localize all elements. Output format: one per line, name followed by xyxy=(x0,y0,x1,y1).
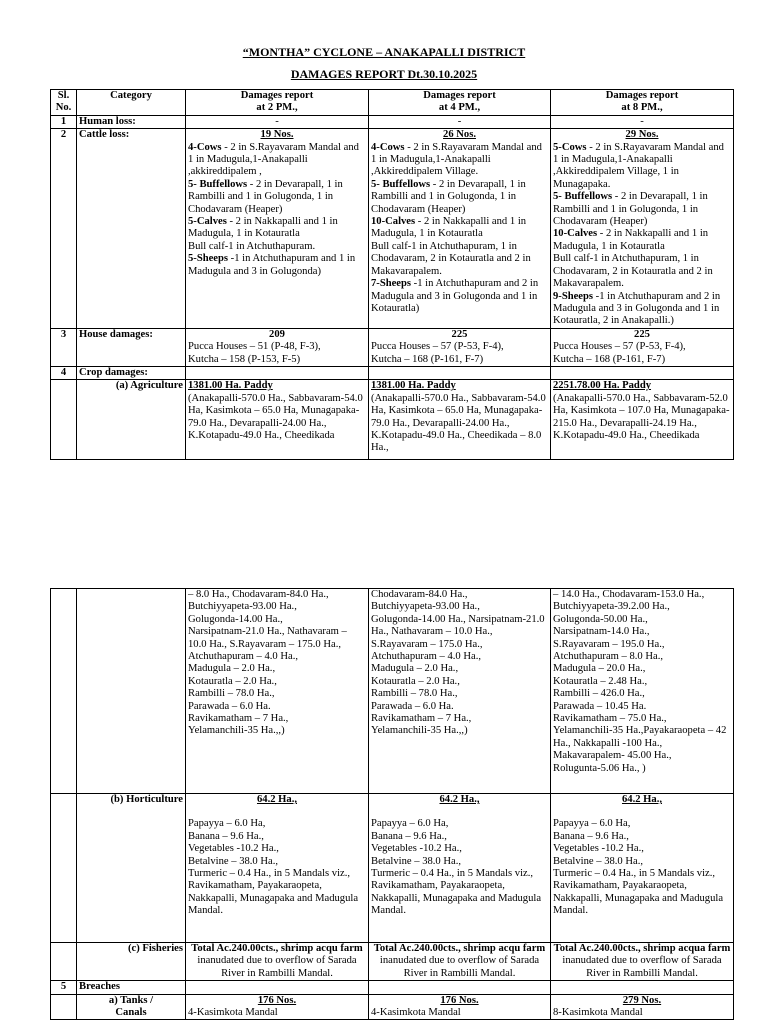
cell-8pm xyxy=(551,943,734,981)
col-header-category: Category xyxy=(77,90,186,116)
cell-4pm: - xyxy=(369,115,551,128)
list-item-text: - 2 in Devarapall, 1 in Rambilli and 1 in Golugonda, 1 in Chodavaram (Heaper) xyxy=(553,191,708,228)
cell-detail: Pucca Houses – 57 (P-53, F-4), Kutcha – 168 (P-161, F-7) xyxy=(371,341,504,365)
row-category: Breaches xyxy=(77,981,186,994)
table-row-tanks-canals xyxy=(51,994,734,1020)
row-category: Human loss: xyxy=(77,115,186,128)
cell-4pm xyxy=(369,328,551,366)
cell-8pm: – 14.0 Ha., Chodavaram-153.0 Ha., Butchiyyapeta-39.2.00 Ha., Golugonda-50.00 Ha., Narsipatnam-14.0 Ha., S.Rayavaram – 195.0 Ha., Atchuthapuram – 8.0 Ha., Madugula – 20.0 Ha., Kotauratla – 2.48 Ha., Rambilli – 426.0 Ha., Parawada – 10.45 Ha. Ravikamatham – 75.0 Ha., Yelamanchili-35 Ha.,Payakaraopeta – 42 Ha., Nakkapalli -100 Ha., Makavarapalem- 45.00 Ha., Rolugunta-5.06 Ha., ) xyxy=(551,589,734,794)
col-header-sl: Sl. No. xyxy=(51,90,77,116)
row-category: (c) Fisheries xyxy=(77,943,186,981)
cell-detail: 4-Kasimkota Mandal xyxy=(188,1007,278,1019)
cell-2pm xyxy=(186,794,369,943)
cell-total: 176 Nos. xyxy=(257,994,297,1006)
list-item-text: Bull calf-1 in Atchuthapuram. xyxy=(188,240,316,252)
report-subtitle: DAMAGES REPORT Dt.30.10.2025 xyxy=(290,67,478,81)
row-number: 5 xyxy=(51,981,77,994)
list-item xyxy=(188,241,366,253)
damages-table-part-1 xyxy=(50,89,734,460)
list-item-count: 4-Cows xyxy=(188,141,222,153)
row-number: 2 xyxy=(51,129,77,329)
list-item-text: -1 in Atchuthapuram and 1 in Madugula and 3 in Golugonda) xyxy=(188,253,356,277)
table-row-horticulture xyxy=(51,794,734,943)
cell-total: 176 Nos. xyxy=(440,994,479,1006)
cell-total: 29 Nos. xyxy=(625,129,659,141)
row-number: 4 xyxy=(51,366,77,379)
table-row-house-damages xyxy=(51,328,734,366)
list-item-text: - 2 in Devarapall, 1 in Rambilli and 1 in Golugonda, 1 in Chodavaram (Heaper) xyxy=(371,178,526,215)
cell-total: 64.2 Ha., xyxy=(439,794,480,805)
cell-total: Total Ac.240.00cts., shrimp acqu farm xyxy=(191,943,363,954)
table-row-crop-damages xyxy=(51,366,734,379)
list-item-count: 9-Sheeps xyxy=(553,290,594,302)
cell-8pm xyxy=(551,328,734,366)
list-item xyxy=(371,142,548,179)
cell-detail: 8-Kasimkota Mandal xyxy=(553,1007,643,1019)
cell-2pm: – 8.0 Ha., Chodavaram-84.0 Ha., Butchiyyapeta-93.00 Ha., Golugonda-14.00 Ha., Narsipatnam-21.0 Ha., Nathavaram – 10.0 Ha., S.Rayavaram – 175.0 Ha., Atchuthapuram – 4.0 Ha., Madugula – 2.0 Ha., Kotauratla – 2.0 Ha., Rambilli – 78.0 Ha., Parawada – 6.0 Ha. Ravikamatham – 7 Ha., Yelamanchili-35 Ha.,,) xyxy=(186,589,369,794)
cell-8pm xyxy=(551,129,734,329)
cell-detail: Pucca Houses – 57 (P-53, F-4), Kutcha – 168 (P-161, F-7) xyxy=(553,341,686,365)
cell-2pm xyxy=(186,943,369,981)
cell-total: 279 Nos. xyxy=(622,994,662,1006)
report-title: “MONTHA” CYCLONE – ANAKAPALLI DISTRICT xyxy=(242,45,526,59)
table-row-fisheries xyxy=(51,943,734,981)
cell-2pm: - xyxy=(186,115,369,128)
table-row-agriculture xyxy=(51,380,734,460)
cell-4pm xyxy=(369,129,551,329)
cell-total: 1381.00 Ha. Paddy xyxy=(371,380,456,392)
cell-detail: Papayya – 6.0 Ha, Banana – 9.6 Ha., Vegetables -10.2 Ha., Betalvine – 38.0 Ha., Turmeric – 0.4 Ha., in 5 Mandals viz., Ravikamatham, Payakaraopeta, Nakkapalli, Munagapaka and Madugula Mandal. xyxy=(553,818,724,917)
col-header-8pm: Damages report at 8 PM., xyxy=(551,90,734,116)
cell-4pm: Chodavaram-84.0 Ha., Butchiyyapeta-93.00 Ha., Golugonda-14.00 Ha., Narsipatnam-21.0 Ha., Nathavaram – 10.0 Ha., S.Rayavaram – 175.0 Ha., Atchuthapuram – 4.0 Ha., Madugula – 2.0 Ha., Kotauratla – 2.0 Ha., Rambilli – 78.0 Ha., Parawada – 6.0 Ha. Ravikamatham – 7 Ha., Yelamanchili-35 Ha.,,) xyxy=(369,589,551,794)
cell-detail: Papayya – 6.0 Ha, Banana – 9.6 Ha., Vegetables -10.2 Ha., Betalvine – 38.0 Ha., Turmeric – 0.4 Ha., in 5 Mandals viz., Ravikamatham, Payakaraopeta, Nakkapalli, Munagapaka and Madugula Mandal. xyxy=(188,818,359,917)
row-category: a) Tanks / Canals xyxy=(77,994,186,1020)
cattle-list xyxy=(553,142,731,328)
list-item-count: 4-Cows xyxy=(371,141,405,153)
cell-4pm xyxy=(369,380,551,460)
row-category: Crop damages: xyxy=(77,366,186,379)
cell-total: 64.2 Ha., xyxy=(256,794,298,805)
list-item-text: - 2 in S.Rayavaram Mandal and 1 in Madugula,1-Anakapalli ,Akkireddipalem Village. xyxy=(371,141,542,178)
list-item-count: 5-Cows xyxy=(553,141,587,153)
cell-total: 2251.78.00 Ha. Paddy xyxy=(553,380,652,392)
list-item xyxy=(188,216,366,241)
cell-8pm xyxy=(551,794,734,943)
list-item xyxy=(188,253,366,278)
cell-total: 209 xyxy=(269,328,285,340)
cell-total: 1381.00 Ha. Paddy xyxy=(188,380,273,392)
list-item xyxy=(553,228,731,253)
list-item-count: 5-Sheeps xyxy=(188,253,229,265)
table-row-cattle-loss xyxy=(51,129,734,329)
list-item-text: - 2 in Devarapall, 1 in Rambilli and 1 in Golugonda, 1 in Chodavaram (Heaper) xyxy=(188,178,343,215)
cell-total: Total Ac.240.00cts., shrimp acqua farm xyxy=(553,943,731,954)
cell-detail: inanudated due to overflow of Sarada River in Rambilli Mandal. xyxy=(197,955,357,979)
cell-detail: 4-Kasimkota Mandal xyxy=(371,1007,461,1019)
cell-detail: (Anakapalli-570.0 Ha., Sabbavaram-52.0 Ha, Kasimkota – 107.0 Ha, Munagapaka-215.0 Ha., Devarapalli-24.19 Ha., K.Kotapadu-49.0 Ha., Cheedikada xyxy=(553,392,730,441)
list-item-text: - 2 in Nakkapalli and 1 in Madugula, 1 in Kotauratla xyxy=(371,216,527,240)
cell-4pm xyxy=(369,943,551,981)
list-item xyxy=(553,191,731,228)
row-category: Cattle loss: xyxy=(77,129,186,329)
col-header-2pm: Damages report at 2 PM., xyxy=(186,90,369,116)
cell-8pm: - xyxy=(551,115,734,128)
list-item xyxy=(371,241,548,278)
list-item-count: 5-Calves xyxy=(188,216,227,228)
list-item xyxy=(371,278,548,315)
cell-8pm xyxy=(551,994,734,1020)
row-category: (b) Horticulture xyxy=(77,794,186,943)
list-item-count: 7-Sheeps xyxy=(371,278,412,290)
list-item-text: - 2 in Nakkapalli and 1 in Madugula, 1 in Kotauratla xyxy=(553,228,709,252)
cell-detail: (Anakapalli-570.0 Ha., Sabbavaram-54.0 Ha, Kasimkota – 65.0 Ha, Munagapaka-79.0 Ha., Devarapalli-24.00 Ha., K.Kotapadu-49.0 Ha., Cheedikada – 8.0 Ha., xyxy=(371,392,546,454)
cell-2pm xyxy=(186,328,369,366)
cell-4pm xyxy=(369,994,551,1020)
cell-total: 225 xyxy=(634,328,650,340)
cell-detail: inanudated due to overflow of Sarada River in Rambilli Mandal. xyxy=(562,955,722,979)
list-item-text: Bull calf-1 in Atchuthapuram, 1 in Chodavaram, 2 in Kotauratla and 2 in Makavarapalem. xyxy=(371,240,531,277)
list-item xyxy=(553,142,731,192)
list-item-text: -1 in Atchuthapuram and 2 in Madugula and 3 in Golugonda and 1 in Kotauratla, 2 in Anakapalli.) xyxy=(553,290,721,327)
list-item xyxy=(371,179,548,216)
table-row-human-loss xyxy=(51,115,734,128)
cell-total: 225 xyxy=(451,328,468,340)
cell-2pm xyxy=(186,380,369,460)
cell-2pm xyxy=(186,994,369,1020)
list-item-text: -1 in Atchuthapuram and 2 in Madugula and 3 in Golugonda and 1 in Kotauratla) xyxy=(371,278,539,314)
cell-detail: inanudated due to overflow of Sarada River in Rambilli Mandal. xyxy=(379,955,540,979)
list-item xyxy=(188,179,366,216)
list-item xyxy=(553,253,731,290)
row-category: (a) Agriculture xyxy=(77,380,186,460)
cell-detail: Papayya – 6.0 Ha, Banana – 9.6 Ha., Vegetables -10.2 Ha., Betalvine – 38.0 Ha., Turmeric – 0.4 Ha., in 5 Mandals viz., Ravikamatham, Payakaraopeta, Nakkapalli, Munagapaka and Madugula Mandal. xyxy=(371,818,542,917)
row-category: House damages: xyxy=(77,328,186,366)
cattle-list xyxy=(371,142,548,316)
cell-detail: (Anakapalli-570.0 Ha., Sabbavaram-54.0 Ha, Kasimkota – 65.0 Ha, Munagapaka-79.0 Ha., Devarapalli-24.00 Ha., K.Kotapadu-49.0 Ha., Cheedikada xyxy=(188,392,363,441)
row-number: 3 xyxy=(51,328,77,366)
list-item xyxy=(371,216,548,241)
cell-total: 26 Nos. xyxy=(443,129,476,141)
cell-4pm xyxy=(369,794,551,943)
list-item-text: Bull calf-1 in Atchuthapuram, 1 in Chodavaram, 2 in Kotauratla and 2 in Makavarapalem. xyxy=(553,253,713,290)
cell-total: 64.2 Ha., xyxy=(621,794,663,805)
list-item-text: - 2 in S.Rayavaram Mandal and 1 in Madugula,1-Anakapalli ,akkireddipalem , xyxy=(188,141,359,178)
list-item xyxy=(553,291,731,328)
list-item-text: - 2 in Nakkapalli and 1 in Madugula, 1 in Kotauratla xyxy=(188,216,338,240)
table-row-agriculture-cont xyxy=(51,589,734,794)
cell-total: 19 Nos. xyxy=(260,129,294,141)
list-item-count: 10-Calves xyxy=(553,228,598,240)
list-item-count: 5- Buffellows xyxy=(371,178,431,190)
list-item-text: - 2 in S.Rayavaram Mandal and 1 in Madugula,1-Anakapalli ,Akkireddipalem Village, 1 in Munagapaka. xyxy=(553,141,724,190)
cell-total: Total Ac.240.00cts., shrimp acqu farm xyxy=(373,943,546,954)
table-row-breaches xyxy=(51,981,734,994)
col-header-4pm: Damages report at 4 PM., xyxy=(369,90,551,116)
table-header-row xyxy=(51,90,734,116)
list-item-count: 5- Buffellows xyxy=(553,191,613,203)
cattle-list xyxy=(188,142,366,278)
row-number: 1 xyxy=(51,115,77,128)
cell-8pm xyxy=(551,380,734,460)
cell-2pm xyxy=(186,129,369,329)
list-item-count: 5- Buffellows xyxy=(188,178,248,190)
damages-table-part-2 xyxy=(50,588,734,1020)
list-item xyxy=(188,142,366,179)
list-item-count: 10-Calves xyxy=(371,216,416,228)
cell-detail: Pucca Houses – 51 (P-48, F-3), Kutcha – 158 (P-153, F-5) xyxy=(188,341,321,365)
